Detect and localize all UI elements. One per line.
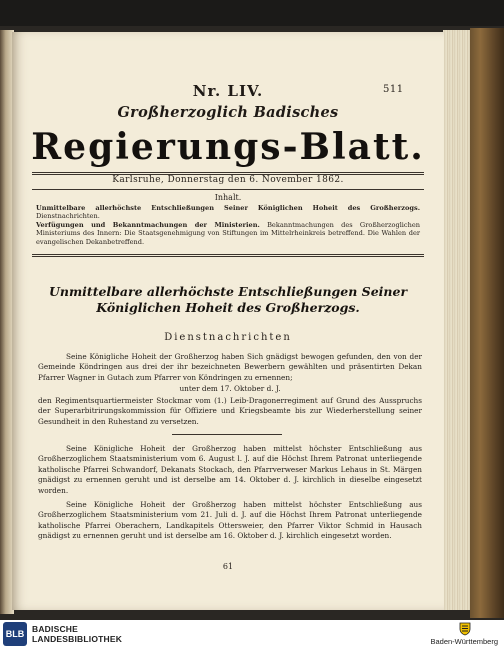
section-title: Unmittelbare allerhöchste Entschließungen Seiner Königlichen Hoheit des Großherzogs. [48,284,408,315]
contents-entry-2-bold: Verfügungen und Bekanntmachungen der Ministerien. [36,221,260,229]
page-number: 511 [383,84,404,95]
contents-entry-1 [36,204,420,221]
footer-bar [0,620,504,649]
region-label: Baden-Württemberg [430,637,498,646]
contents-entry-2-rest: Bekanntmachungen des Großherzoglichen Ministeriums des Innern: Die Staatsgenehmigung von Stiftungen im Mittelrheinkreis betreffend. Die Wahlen der evangelischen Dekanbetreffend. [36,221,420,246]
paragraph-2: unter dem 17. Oktober d. J. [179,384,281,393]
library-name-line-1: BADISCHE [32,624,78,634]
baden-wuerttemberg-crest-icon [458,622,472,636]
blb-logo[interactable]: BLB [3,622,27,646]
dateline-rule [32,189,424,190]
contents-entry-2 [36,221,420,246]
library-name [32,624,122,644]
sheet-number: 61 [222,562,234,571]
publication-title: Regierungs-Blatt. [31,126,425,168]
publication-subtitle: Großherzoglich Badisches [117,104,339,121]
paragraph-3: den Regimentsquartiermeister Stockmar vom (1.) Leib-Dragonerregiment auf Grund des Ausspruchs der Superarbitrirungskommission für Offiziere und Kriegsbeamte bis zur Wiederherstellung seiner Gesundheit in den Ruhestand zu versetzen. [38,396,422,426]
separator-rule [172,434,282,435]
paragraph-1: Seine Königliche Hoheit der Großherzog haben Sich gnädigst bewogen gefunden, den von der Gemeinde Köndringen aus drei der ihr bezeichneten Bewerbern gewählten und präsentirten Dekan Pfarrer Wagner in Gutach zum Pfarrer von Köndringen zu ernennen; [38,352,422,382]
contents-bottom-rule [32,254,424,257]
dateline: Karlsruhe, Donnerstag den 6. November 1862. [112,175,344,185]
issue-number: Nr. LIV. [192,82,264,100]
contents-heading: Inhalt. [214,193,242,202]
paragraph-4: Seine Königliche Hoheit der Großherzog haben mittelst höchster Entschließung aus Großherzoglichem Staatsministerium vom 6. August l. J. auf die Höchst Ihrem Patronat unterliegende katholische Pfarrei Schwandorf, Dekanats Stockach, den Pfarrverweser Markus Lehaus in St. Märgen gnädigst zu ernennen geruht und ist derselbe am 14. Oktober d. J. kirchlich in dieselbe eingesetzt worden. [38,444,422,495]
page-stack-edges [443,30,473,610]
library-name-line-2: LANDESBIBLIOTHEK [32,634,123,644]
contents-entry-1-bold: Unmittelbare allerhöchste Entschließungen Seiner Königlichen Hoheit des Großherzogs. [36,204,420,212]
paragraph-5: Seine Königliche Hoheit der Großherzog haben mittelst höchster Entschließung aus Großherzoglichem Staatsministerium vom 21. Juli d. J. auf die Höchst Ihrem Patronat unterliegende katholische Pfarrei Oberachern, Landkapitels Ottersweier, den Pfarrer Viktor Schmid in Hausach gnädigst zu ernennen geruht und ist derselbe am 16. Oktober d. J. kirchlich eingesetzt worden. [38,500,422,541]
document-page [12,32,444,610]
book-cover [470,28,504,618]
subsection-title: Dienstnachrichten [164,332,292,343]
contents-entry-1-rest: Dienstnachrichten. [36,212,100,221]
